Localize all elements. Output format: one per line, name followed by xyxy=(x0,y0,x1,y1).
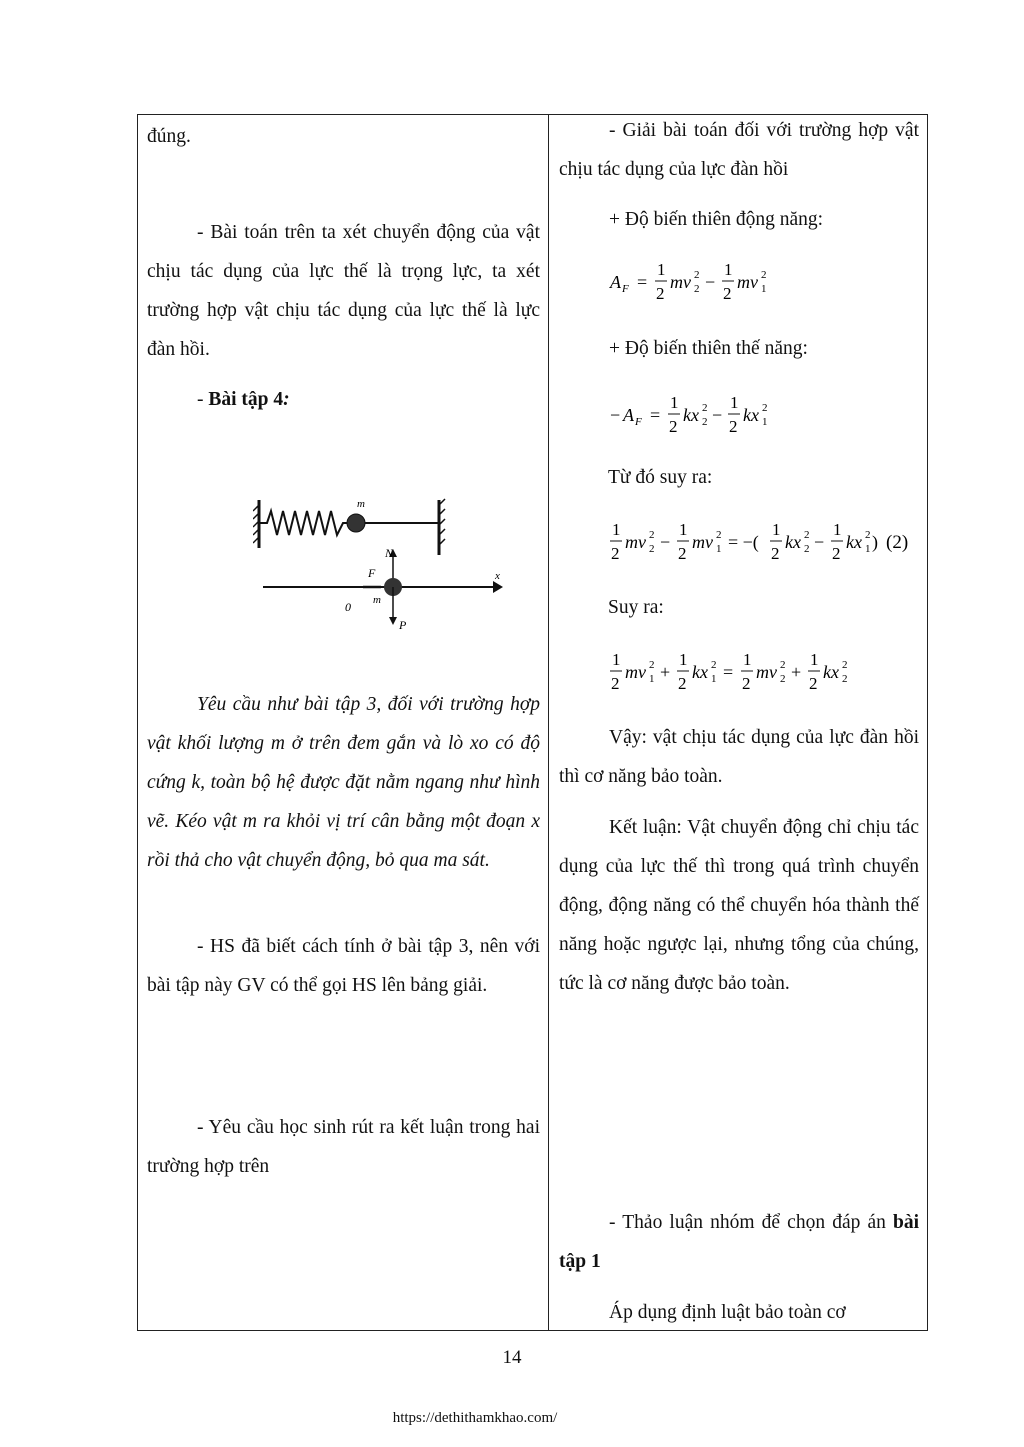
svg-text:−: − xyxy=(660,532,671,552)
svg-text:+: + xyxy=(791,662,802,682)
svg-text:−: − xyxy=(814,532,825,552)
svg-text:2: 2 xyxy=(678,674,687,693)
svg-text:2: 2 xyxy=(694,283,700,295)
equation-tag: (2) xyxy=(886,532,909,553)
svg-text:2: 2 xyxy=(842,659,848,671)
svg-text:1: 1 xyxy=(679,650,688,669)
svg-text:2: 2 xyxy=(780,673,786,685)
svg-text:2: 2 xyxy=(649,659,655,671)
right-text-5: Suy ra: xyxy=(608,597,664,618)
svg-text:2: 2 xyxy=(611,544,620,563)
svg-text:kx: kx xyxy=(823,662,839,682)
equation-conservation xyxy=(610,648,870,703)
svg-text:1: 1 xyxy=(716,543,722,555)
svg-text:1: 1 xyxy=(772,520,781,539)
svg-text:2: 2 xyxy=(649,529,655,541)
svg-text:2: 2 xyxy=(804,543,810,555)
left-text-1: đúng. xyxy=(147,126,191,147)
svg-text:2: 2 xyxy=(702,416,708,428)
right-text-7: Kết luận: Vật chuyển động chỉ chịu tác dụng của lực thế thì trong quá trình chuyển động, động năng có thể chuyển hóa thành thế năng hoặc ngược lại, nhưng tổng của chúng, tức là cơ năng được bảo toàn. xyxy=(559,817,919,994)
left-text-2: - Bài toán trên ta xét chuyển động của vật chịu tác dụng của lực thế là trọng lực, ta xét trường hợp vật chịu tác dụng của lực thế là lực đàn hồi. xyxy=(147,222,540,360)
svg-text:kx: kx xyxy=(846,532,862,552)
svg-text:2: 2 xyxy=(865,529,871,541)
svg-text:1: 1 xyxy=(810,650,819,669)
svg-text:mv: mv xyxy=(756,662,777,682)
spring-mass-figure xyxy=(253,495,503,640)
mass-label-top: m xyxy=(357,498,365,510)
svg-text:1: 1 xyxy=(612,520,621,539)
svg-text:2: 2 xyxy=(678,544,687,563)
weight-label: P xyxy=(399,618,407,632)
svg-text:1: 1 xyxy=(761,283,767,295)
svg-text:−: − xyxy=(610,405,621,425)
svg-text:mv: mv xyxy=(625,532,646,552)
equation-kinetic xyxy=(610,258,790,313)
footer-url[interactable]: https://dethithamkhao.com/ xyxy=(392,1410,558,1426)
normal-label: N xyxy=(385,546,394,560)
svg-text:mv: mv xyxy=(737,272,758,292)
svg-text:=: = xyxy=(723,662,734,682)
svg-text:1: 1 xyxy=(670,393,679,412)
svg-text:): ) xyxy=(872,532,878,552)
force-label: F xyxy=(368,566,376,580)
svg-text:mv: mv xyxy=(625,662,646,682)
svg-text:2: 2 xyxy=(832,544,841,563)
page-number: 14 xyxy=(502,1347,522,1368)
origin-label: 0 xyxy=(345,600,351,614)
svg-text:−: − xyxy=(705,272,716,292)
svg-text:2: 2 xyxy=(669,417,678,436)
svg-text:kx: kx xyxy=(785,532,801,552)
svg-text:1: 1 xyxy=(865,543,871,555)
svg-text:2: 2 xyxy=(729,417,738,436)
svg-text:1: 1 xyxy=(730,393,739,412)
right-text-2: + Độ biến thiên động năng: xyxy=(609,209,824,230)
svg-text:1: 1 xyxy=(657,260,666,279)
svg-text:F: F xyxy=(635,416,642,428)
left-text-5: - HS đã biết cách tính ở bài tập 3, nên với bài tập này GV có thể gọi HS lên bảng giải. xyxy=(147,936,540,996)
svg-text:2: 2 xyxy=(723,284,732,303)
svg-text:2: 2 xyxy=(742,674,751,693)
svg-text:+: + xyxy=(660,662,671,682)
column-divider xyxy=(548,115,549,1330)
svg-text:1: 1 xyxy=(679,520,688,539)
svg-text:1: 1 xyxy=(612,650,621,669)
right-text-9: Áp dụng định luật bảo toàn cơ xyxy=(609,1302,846,1323)
svg-text:2: 2 xyxy=(771,544,780,563)
svg-text:−: − xyxy=(712,405,723,425)
svg-text:mv: mv xyxy=(692,532,713,552)
svg-text:1: 1 xyxy=(724,260,733,279)
svg-text:=: = xyxy=(650,405,661,425)
svg-text:1: 1 xyxy=(711,673,717,685)
svg-text:kx: kx xyxy=(683,405,699,425)
right-text-4: Từ đó suy ra: xyxy=(608,467,713,488)
svg-text:1: 1 xyxy=(743,650,752,669)
svg-text:2: 2 xyxy=(716,529,722,541)
svg-text:kx: kx xyxy=(743,405,759,425)
exercise-4-heading: - Bài tập 4: xyxy=(197,389,290,410)
mass-label-bottom: m xyxy=(373,594,381,606)
svg-text:mv: mv xyxy=(670,272,691,292)
svg-text:2: 2 xyxy=(649,543,655,555)
svg-text:2: 2 xyxy=(842,673,848,685)
right-text-6: Vậy: vật chịu tác dụng của lực đàn hồi thì cơ năng bảo toàn. xyxy=(559,727,919,787)
svg-text:A: A xyxy=(610,272,621,292)
svg-text:1: 1 xyxy=(762,416,768,428)
svg-text:2: 2 xyxy=(780,659,786,671)
equation-combined xyxy=(610,518,920,573)
spring-diagram xyxy=(253,495,503,640)
left-text-4: Yêu cầu như bài tập 3, đối với trường hợp vật khối lượng m ở trên đem gắn và lò xo có độ cứng k, toàn bộ hệ được đặt nằm ngang như hình vẽ. Kéo vật m ra khỏi vị trí cân bằng một đoạn x rồi thả cho vật chuyển động, bỏ qua ma sát. xyxy=(147,694,540,871)
equation-potential xyxy=(610,391,790,446)
right-text-8: - Thảo luận nhóm để chọn đáp án bài tập 1 xyxy=(559,1212,920,1272)
svg-text:A: A xyxy=(623,405,634,425)
svg-text:2: 2 xyxy=(711,659,717,671)
svg-text:1: 1 xyxy=(649,673,655,685)
content-table xyxy=(137,114,928,1331)
right-text-1: - Giải bài toán đối với trường hợp vật chịu tác dụng của lực đàn hồi xyxy=(559,120,919,180)
svg-text:2: 2 xyxy=(804,529,810,541)
svg-text:2: 2 xyxy=(702,402,708,414)
svg-text:2: 2 xyxy=(694,269,700,281)
axis-label-x: x xyxy=(495,570,500,582)
svg-text:= −(: = −( xyxy=(728,532,759,552)
svg-text:2: 2 xyxy=(809,674,818,693)
svg-text:F: F xyxy=(622,283,629,295)
svg-text:2: 2 xyxy=(761,269,767,281)
svg-text:1: 1 xyxy=(833,520,842,539)
svg-text:2: 2 xyxy=(762,402,768,414)
right-text-3: + Độ biến thiên thế năng: xyxy=(609,338,808,359)
svg-text:2: 2 xyxy=(611,674,620,693)
svg-text:kx: kx xyxy=(692,662,708,682)
svg-text:=: = xyxy=(637,272,648,292)
svg-text:2: 2 xyxy=(656,284,665,303)
left-text-6: - Yêu cầu học sinh rút ra kết luận trong hai trường hợp trên xyxy=(147,1117,540,1177)
